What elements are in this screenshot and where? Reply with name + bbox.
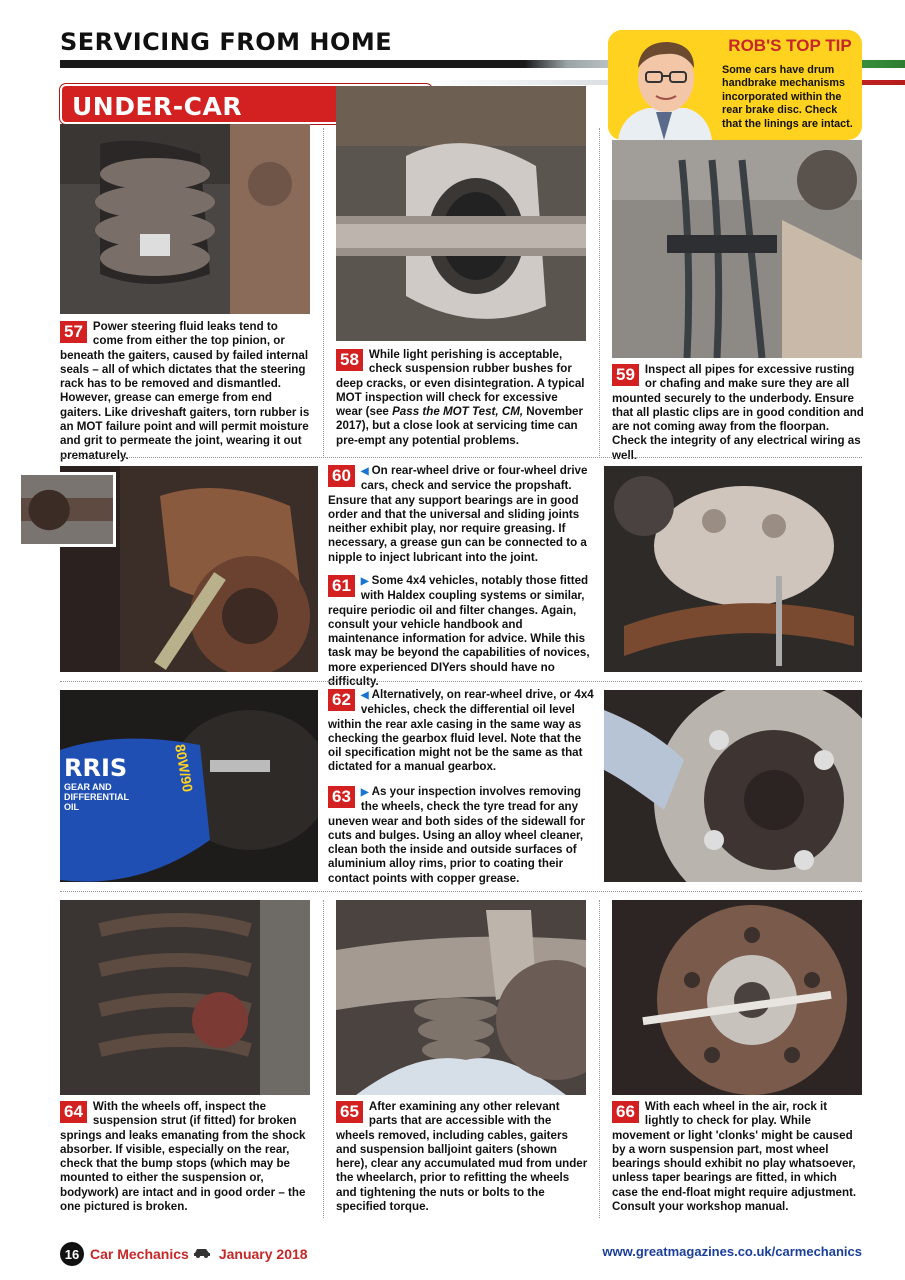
oil-bottle-line2: DIFFERENTIAL [64, 792, 129, 802]
step-text-62: Alternatively, on rear-wheel drive, or 4x4 vehicles, check the differential oil level within the rear axle casing in the same way as checking the gearbox fluid level. Note that the oil specification might not be the same as that dictated for a manual gearbox. [328, 688, 594, 774]
magazine-name: Car Mechanics [90, 1246, 189, 1262]
photo-suspension-spring [60, 900, 310, 1095]
step-number-60: 60 [328, 465, 355, 487]
photo-steering-gaiter [60, 124, 310, 314]
footer-magazine-info [60, 1242, 308, 1266]
step-text-58-ref: Pass the MOT Test, CM, [392, 405, 524, 419]
step-text-60: On rear-wheel drive or four-wheel drive cars, check and service the propshaft. Ensure that any support bearings are in good order and that the universal and sliding joints neither exhibit play, nor require greasing. If necessary, a grease gun can be connected to a nipple to inject lubricant into the joint. [328, 464, 588, 564]
row-divider [60, 457, 862, 458]
car-icon [193, 1245, 211, 1263]
step-number-66: 66 [612, 1101, 639, 1123]
photo-alloy-wheel [604, 690, 862, 882]
step-text-61: Some 4x4 vehicles, notably those fitted with Haldex coupling systems or similar, require periodic oil and filter changes. Again, consult your vehicle handbook and maintenance information for advice. While this task may be beyond the capabilities of novices, more experienced DIYers should have no difficulty. [328, 574, 590, 689]
caption-step-66 [612, 1100, 864, 1214]
arrow-left-icon: ◀ [360, 466, 369, 477]
photo-haldex-coupling [604, 466, 862, 672]
page-number: 16 [60, 1242, 84, 1266]
caption-step-61 [328, 574, 596, 689]
row-divider [60, 891, 862, 892]
row-divider [60, 681, 862, 682]
arrow-right-icon: ▶ [360, 787, 369, 798]
step-number-63: 63 [328, 786, 355, 808]
column-divider [323, 900, 324, 1218]
step-number-62: 62 [328, 689, 355, 711]
step-number-59: 59 [612, 364, 639, 386]
column-divider [599, 128, 600, 456]
column-divider [599, 900, 600, 1218]
caption-step-65 [336, 1100, 588, 1214]
tip-title: ROB'S TOP TIP [722, 36, 858, 56]
banner-title: UNDER-CAR [72, 92, 243, 121]
step-text-63: As your inspection involves removing the wheels, check the tyre tread for any uneven wear and both sides of the sidewall for cuts and bulges. Using an alloy wheel cleaner, clean both the inside and outside surfaces of aluminium alloy rims, prior to coating their contact points with copper grease. [328, 785, 586, 885]
section-title: SERVICING FROM HOME [60, 28, 393, 56]
author-photo [608, 30, 720, 140]
caption-step-62 [328, 688, 596, 775]
oil-bottle-brand: RRIS [64, 754, 128, 782]
step-text-57: Power steering fluid leaks tend to come from either the top pinion, or beneath the gaiters, caused by failed internal seals – all of which dictates that the steering rack has to be removed and dismantled. However, grease can emerge from end gaiters. Like driveshaft gaiters, torn rubber is an MOT failure point and will permit moisture and grit to permeate the joint, wearing it out prematurely. [60, 320, 310, 462]
arrow-right-icon: ▶ [360, 576, 369, 587]
column-divider [323, 128, 324, 456]
oil-bottle-line1: GEAR AND [64, 782, 112, 792]
issue-date: January 2018 [218, 1246, 308, 1262]
step-number-58: 58 [336, 349, 363, 371]
step-number-57: 57 [60, 321, 87, 343]
photo-suspension-bush [336, 86, 586, 341]
caption-step-57 [60, 320, 310, 463]
caption-step-60 [328, 464, 596, 565]
arrow-left-icon: ◀ [360, 690, 369, 701]
step-text-65: After examining any other relevant parts that are accessible with the wheels removed, including cables, gaiters and suspension balljoint gaiters (shown here), clear any accumulated mud from under the wheelarch, prior to refitting the wheels and tightening the nuts or bolts to the specified torque. [336, 1100, 588, 1214]
photo-wheel-hub [612, 900, 862, 1095]
photo-brake-pipes [612, 140, 862, 358]
step-text-64: With the wheels off, inspect the suspension strut (if fitted) for broken springs and leaks emanating from the shock absorber. If visible, especially on the rear, check that the bump stops (which may be mounted to either the suspension or, bodywork) are intact and in good order – the one pictured is broken. [60, 1100, 306, 1214]
step-number-65: 65 [336, 1101, 363, 1123]
step-number-64: 64 [60, 1101, 87, 1123]
step-number-61: 61 [328, 575, 355, 597]
oil-bottle-line3: OIL [64, 802, 79, 812]
step-text-58a: While light perishing is acceptable, check suspension rubber bushes for deep cracks, or even disintegration. A typical MOT inspection will check for excessive wear (see [336, 348, 585, 419]
caption-step-59 [612, 363, 864, 463]
inset-photo-propshaft [18, 472, 116, 547]
photo-balljoint-gaiter [336, 900, 586, 1095]
caption-step-64 [60, 1100, 310, 1214]
tip-text: Some cars have drum handbrake mechanisms incorporated within the rear brake disc. Check that the linings are intact. [722, 64, 853, 130]
website-link[interactable]: www.greatmagazines.co.uk/carmechanics [602, 1244, 862, 1259]
caption-step-58 [336, 348, 586, 448]
oil-bottle-grade: 80W/90 [172, 742, 197, 794]
photo-differential-oil [60, 690, 318, 882]
caption-step-63 [328, 785, 596, 886]
step-text-58b: November 2017), but a close look at servicing time can pre-empt any potential problems. [336, 405, 583, 447]
top-tip-box [608, 30, 862, 140]
step-text-66: With each wheel in the air, rock it lightly to check for play. While movement or light 'clonks' might be caused by a worn suspension part, most wheel bearings should exhibit no play whatsoever, unless taper bearings are fitted, in which case the end-float might require adjustment. Consult your workshop manual. [612, 1100, 857, 1214]
step-text-59: Inspect all pipes for excessive rusting or chafing and make sure they are all mounted securely to the underbody. Ensure that all plastic clips are in good condition and are not coming away from the floorpan. Check the integrity of any electrical wiring as well. [612, 363, 864, 462]
